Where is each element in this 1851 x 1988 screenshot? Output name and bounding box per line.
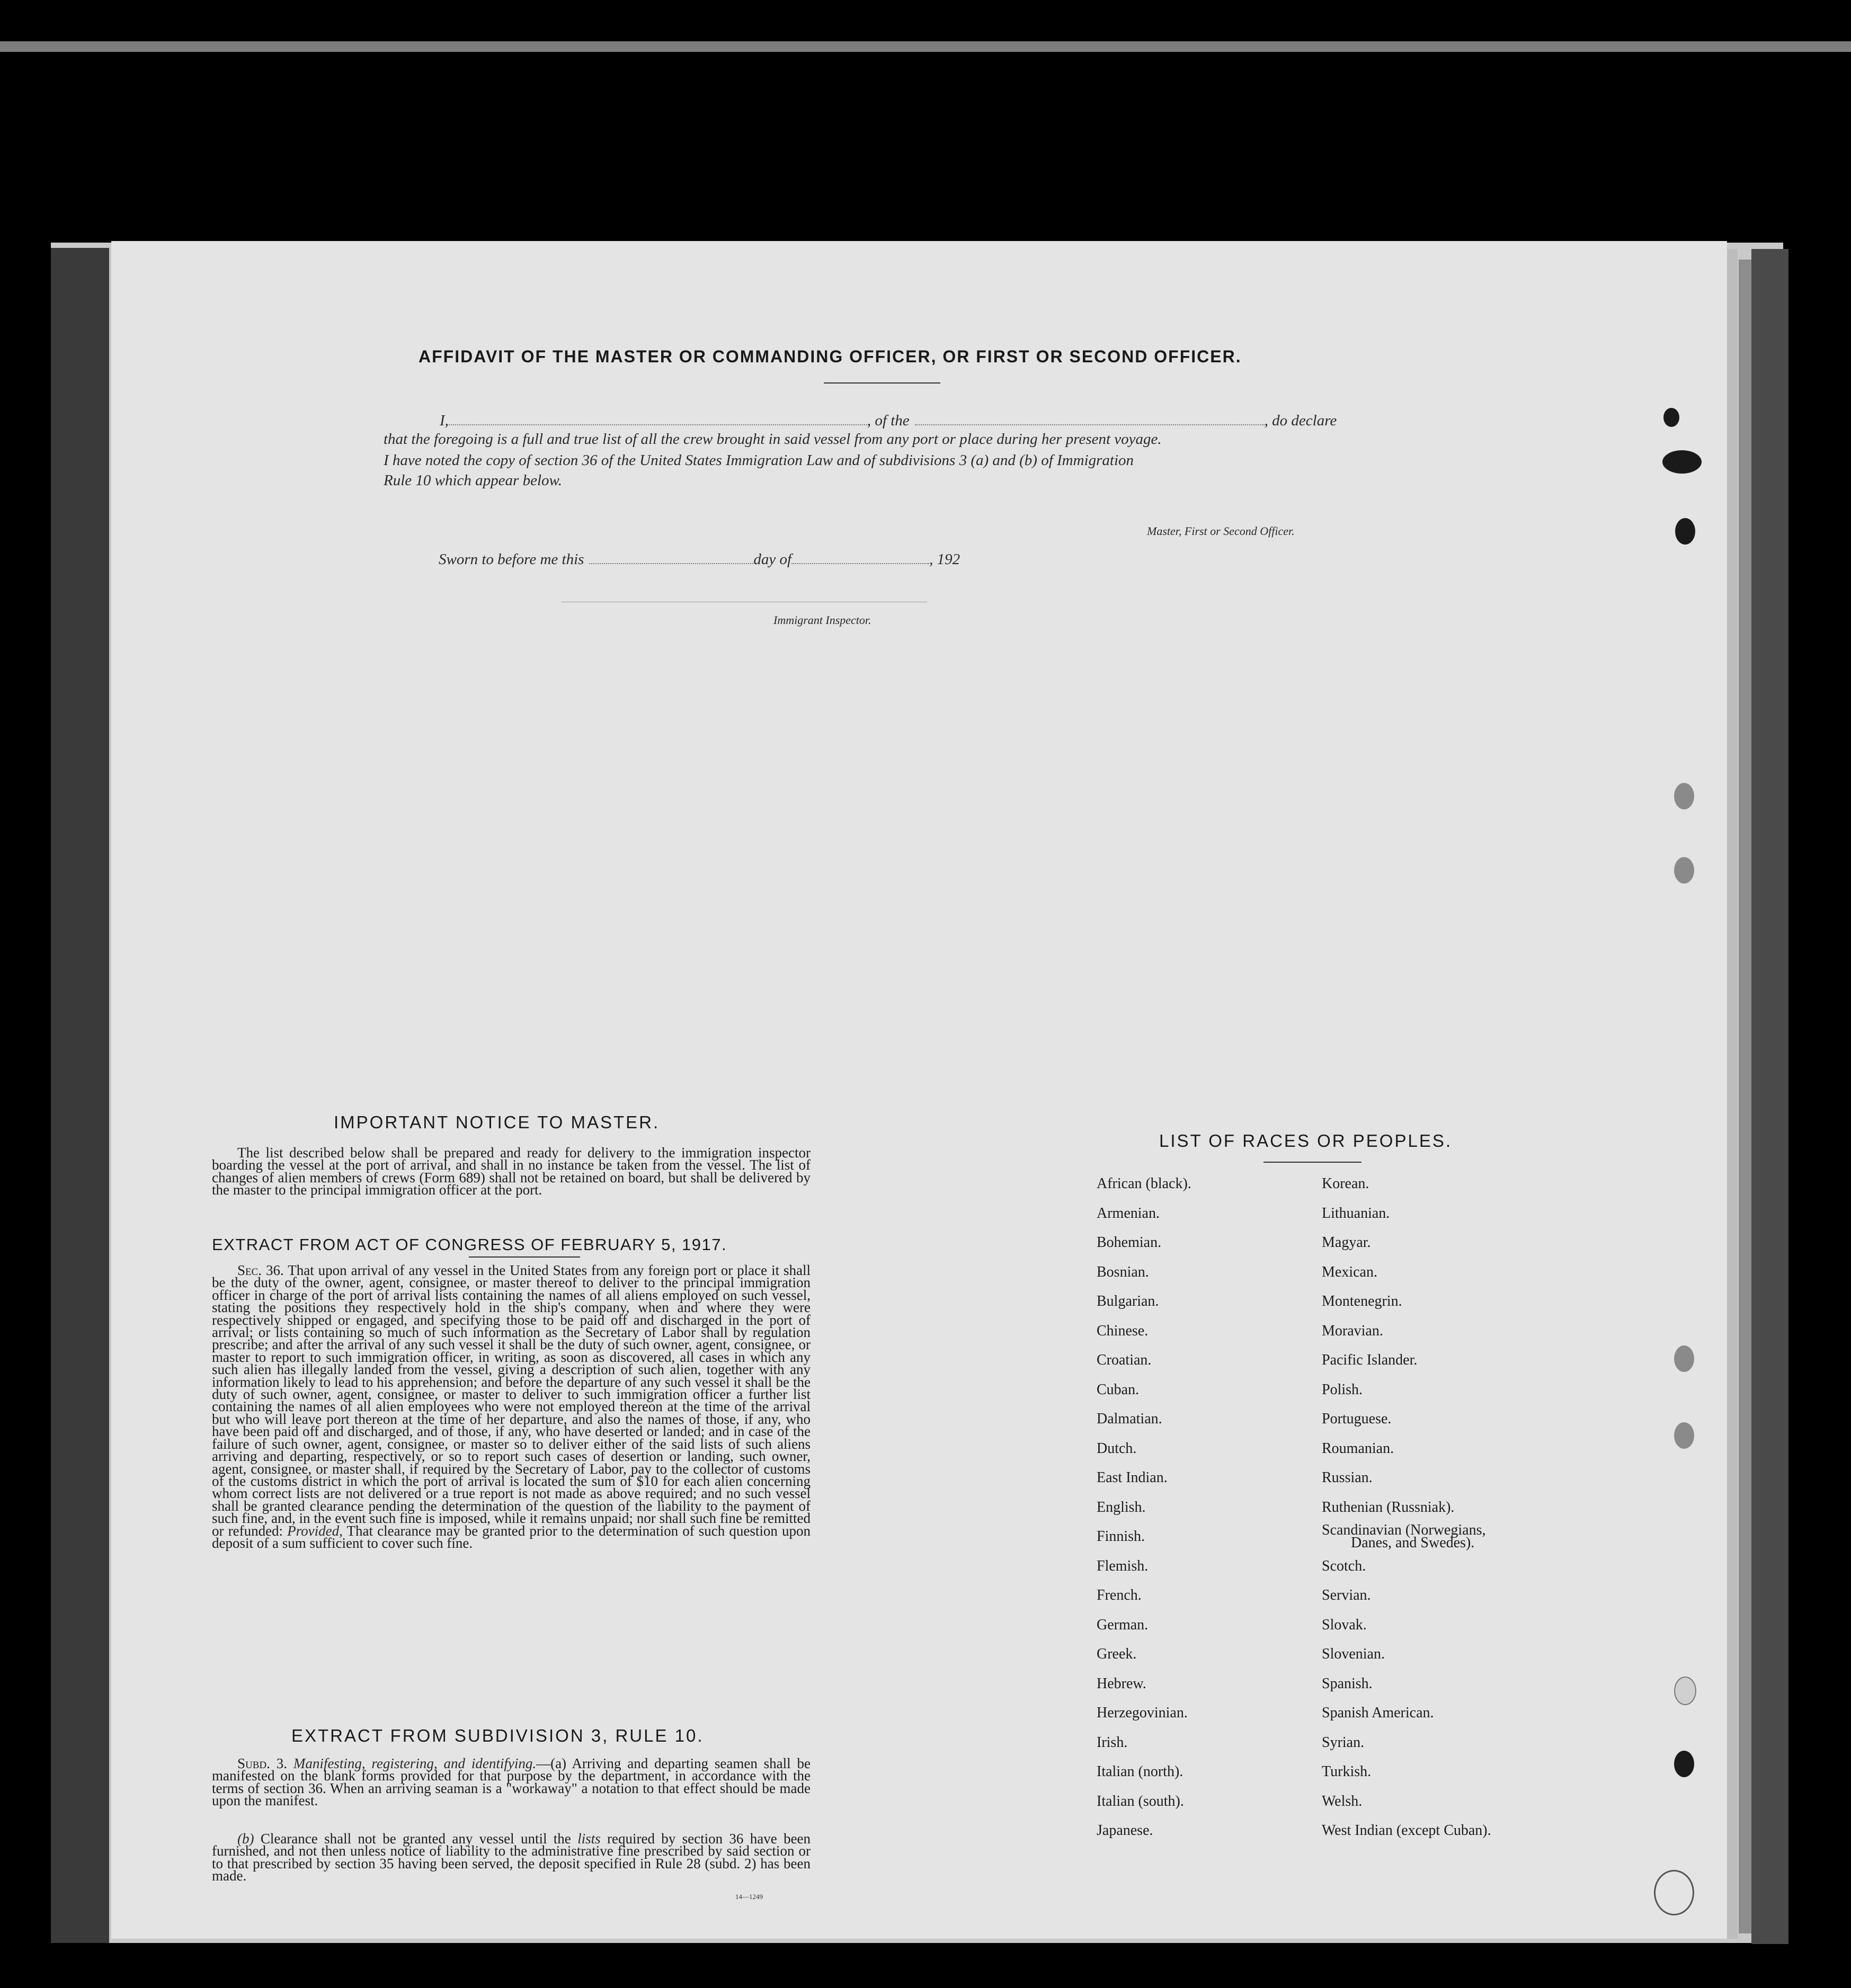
punch-hole — [1674, 783, 1694, 809]
race-item: Bosnian. — [1097, 1263, 1149, 1280]
races-left-column — [1097, 1177, 1191, 1853]
act-provided: Provided, — [287, 1522, 343, 1539]
race-item: Portuguese. — [1322, 1411, 1392, 1427]
race-item: Spanish. — [1322, 1675, 1373, 1692]
race-item: Montenegrin. — [1322, 1293, 1402, 1309]
race-item: Dutch. — [1097, 1440, 1137, 1457]
race-item: Hebrew. — [1097, 1675, 1146, 1692]
race-item: Scandinavian (Norwegians, — [1322, 1522, 1486, 1538]
race-item: Syrian. — [1322, 1734, 1365, 1751]
race-item-continuation: Danes, and Swedes). — [1351, 1535, 1475, 1551]
inspector-signature-label: Immigrant Inspector. — [773, 613, 871, 627]
para-b-text-1: Clearance shall not be granted any vessel until the — [260, 1831, 571, 1847]
declaration-line-4: Rule 10 which appear below. — [384, 472, 562, 489]
rule-para-b — [212, 1833, 811, 1883]
para-b-lists: lists — [577, 1831, 601, 1847]
race-item: Welsh. — [1322, 1793, 1363, 1809]
binding-strip — [51, 248, 109, 1943]
form-number: 14—1249 — [735, 1893, 763, 1901]
scanner-top-edge — [0, 41, 1851, 52]
race-item: Korean. — [1322, 1175, 1369, 1192]
date-blank — [589, 563, 753, 564]
race-item: Croatian. — [1097, 1352, 1152, 1368]
race-item: Magyar. — [1322, 1234, 1371, 1251]
title-rule — [824, 382, 940, 384]
race-item: Pacific Islander. — [1322, 1352, 1418, 1368]
race-item: Bulgarian. — [1097, 1293, 1159, 1309]
punch-hole — [1675, 518, 1695, 545]
race-item: Irish. — [1097, 1734, 1128, 1751]
punch-hole — [1662, 450, 1702, 474]
race-item: English. — [1097, 1499, 1146, 1515]
declaration-line-1 — [440, 412, 1383, 430]
race-item: Italian (north). — [1097, 1763, 1183, 1780]
rule-para-a — [212, 1755, 811, 1809]
race-item: Flemish. — [1097, 1557, 1149, 1574]
binder-edge — [1751, 249, 1788, 1944]
race-item: Moravian. — [1322, 1322, 1383, 1339]
races-title: LIST OF RACES OR PEOPLES. — [1159, 1131, 1453, 1151]
race-item: Mexican. — [1322, 1263, 1377, 1280]
declaration-line-3: I have noted the copy of section 36 of the United States Immigration Law and of subdivisions 3 (a) and (b) of Immigration — [384, 452, 1134, 469]
act-body: That upon arrival of any vessel in the United States from any foreign port or place it shall be the duty of the owner, agent, consignee, or master thereof to deliver to the principal immigration officer in charge of the port of arrival lists containing the names of all aliens employed on such vessel, stating the positions they respectively hold in the ship's company, when and where they were respectively shipped or engaged, and specifying those to be paid off and discharged in the port of arrival; or lists containing so much of such information as the Secretary of Labor shall by regulation prescribe; and after the arrival of any such vessel it shall be the duty of such owner, agent, consignee, or master to report to such immigration officer, in writing, as soon as discovered, all cases in which any such alien has illegally landed from the vessel, giving a description of such alien, together with any information likely to lead to his apprehension; and before the departure of any such vessel it shall be the duty of such owner, agent, consignee, or master to deliver to such immigration officer a further list containing the names of all alien employees who were not employed thereon at the time of the arrival but who will leave port thereon at the time of her departure, and also the names of those, if any, who have been paid off and discharged, and of those, if any, who have deserted or landed; and in case of the failure of such owner, agent, consignee, or master so to deliver either of the said lists of such aliens arriving and departing, respectively, or so to report such cases of desertion or landing, such owner, agent, consignee, or master shall, if required by the Secretary of Labor, pay to the collector of customs of the customs district in which the port of arrival is located the sum of $10 for each alien concerning whom correct lists are not delivered or a true report is not made as above required; and no such vessel shall be granted clearance pending the determination of the question of the liability to the payment of such fine, and, in the event such fine is imposed, while it remains unpaid; nor shall such fine be remitted or refunded: — [212, 1262, 811, 1539]
race-item: Finnish. — [1097, 1528, 1145, 1545]
race-item: Roumanian. — [1322, 1440, 1394, 1457]
para-b-label: (b) — [237, 1831, 254, 1847]
text-of-the: , of the — [867, 412, 910, 429]
text-year: , 192 — [929, 551, 960, 568]
notice-title: IMPORTANT NOTICE TO MASTER. — [334, 1112, 660, 1132]
race-item: German. — [1097, 1616, 1149, 1633]
declaration-line-2: that the foregoing is a full and true list of all the crew brought in said vessel from any port or place during her present voyage. — [384, 431, 1162, 448]
race-item: Russian. — [1322, 1469, 1373, 1486]
race-item: Ruthenian (Russniak). — [1322, 1499, 1455, 1515]
text-i: I, — [440, 412, 449, 429]
act-body-end: That clearance may be granted prior to the determination of such question upon deposit of a sum sufficient to cover such fine. — [212, 1522, 811, 1551]
race-item: African (black). — [1097, 1175, 1191, 1192]
race-item: Bohemian. — [1097, 1234, 1162, 1251]
sheet-edge — [1739, 260, 1751, 1933]
circled-mark — [1654, 1870, 1694, 1915]
races-right-column — [1322, 1177, 1491, 1853]
race-item: Herzegovinian. — [1097, 1705, 1188, 1721]
sheet-edge-light — [1726, 249, 1738, 1939]
race-item: Japanese. — [1097, 1822, 1153, 1839]
sworn-line — [439, 551, 1074, 568]
race-item: Polish. — [1322, 1381, 1363, 1398]
act-title-rule — [469, 1256, 580, 1258]
punch-hole — [1674, 1751, 1694, 1777]
race-item: Cuban. — [1097, 1381, 1140, 1398]
race-item: Slovak. — [1322, 1616, 1367, 1633]
race-item: Dalmatian. — [1097, 1411, 1162, 1427]
para-b-text-2: required by section 36 have been furnished, and not then unless notice of liability to the administrative fine prescribed by said section or to that prescribed by section 35 having been served, the deposit specified in Rule 28 (subd. 2) has been made. — [212, 1831, 811, 1884]
text-day-of: day of — [753, 551, 792, 568]
race-item: Lithuanian. — [1322, 1205, 1390, 1222]
race-item: Chinese. — [1097, 1322, 1149, 1339]
race-item: Servian. — [1322, 1587, 1371, 1603]
race-item: West Indian (except Cuban). — [1322, 1822, 1491, 1839]
race-item: Spanish American. — [1322, 1705, 1434, 1721]
punch-hole — [1674, 857, 1694, 884]
name-blank — [449, 424, 867, 425]
race-item: Scotch. — [1322, 1557, 1366, 1574]
race-item: Greek. — [1097, 1646, 1137, 1662]
punch-hole — [1663, 408, 1679, 427]
punch-hole — [1674, 1345, 1694, 1372]
subd-para-a: —(a) Arriving and departing seamen shall be manifested on the blank forms provided for that purpose by the department, in accordance with the terms of section 36. When an arriving seaman is a "workaway" a notation to that effect should be made upon the manifest. — [212, 1755, 811, 1809]
affidavit-title: AFFIDAVIT OF THE MASTER OR COMMANDING OFFICER, OR FIRST OR SECOND OFFICER. — [419, 347, 1242, 366]
rule-title: EXTRACT FROM SUBDIVISION 3, RULE 10. — [291, 1726, 704, 1745]
race-item: Italian (south). — [1097, 1793, 1184, 1809]
punch-hole — [1674, 1677, 1696, 1705]
month-blank — [791, 563, 929, 564]
text-sworn: Sworn to before me this — [439, 551, 584, 568]
races-title-rule — [1263, 1162, 1361, 1163]
notice-text: The list described below shall be prepared and ready for delivery to the immigration inspector boarding the vessel at the port of arrival, and shall in no instance be taken from the vessel. The list of changes of alien members of crews (Form 689) shall not be retained on board, but shall be delivered by the master to the principal immigration officer at the port. — [212, 1145, 811, 1198]
race-item: French. — [1097, 1587, 1142, 1603]
punch-hole — [1674, 1422, 1694, 1449]
race-item: East Indian. — [1097, 1469, 1168, 1486]
act-title: EXTRACT FROM ACT OF CONGRESS OF FEBRUARY 5, 1917. — [212, 1235, 727, 1254]
section-label: Sec. 36. — [237, 1262, 284, 1278]
subd-heading: Manifesting, registering, and identifying. — [293, 1755, 537, 1771]
vessel-blank — [915, 424, 1265, 425]
text-declare: , do declare — [1264, 412, 1337, 429]
race-item: Slovenian. — [1322, 1646, 1385, 1662]
race-item: Armenian. — [1097, 1205, 1160, 1222]
act-text — [212, 1264, 811, 1549]
race-item: Turkish. — [1322, 1763, 1372, 1780]
master-signature-label: Master, First or Second Officer. — [1147, 524, 1295, 538]
subd-label: Subd. 3. — [237, 1755, 287, 1771]
